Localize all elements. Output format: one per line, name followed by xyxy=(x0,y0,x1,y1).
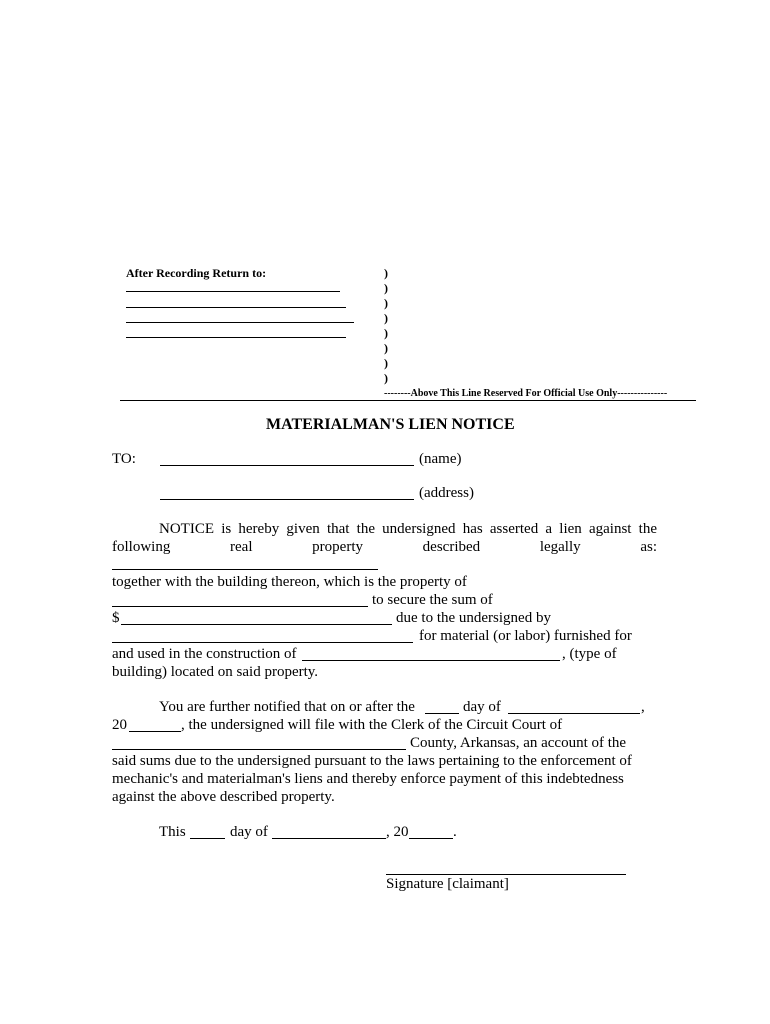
filing-day-field[interactable] xyxy=(425,713,459,714)
further-line-1c: , xyxy=(641,699,645,715)
date-comma-20: , 20 xyxy=(386,824,409,840)
date-day-of: day of xyxy=(230,824,268,840)
return-to-label: After Recording Return to: xyxy=(126,266,267,280)
date-year-field[interactable] xyxy=(409,838,453,839)
further-line-4: said sums due to the undersigned pursuant to the laws pertaining to the enforcement of xyxy=(112,753,632,769)
further-line-1b: day of xyxy=(463,699,501,715)
notice-word: property xyxy=(312,539,363,555)
bracket-paren: ) xyxy=(384,266,388,280)
official-use-reserved-text: --------Above This Line Reserved For Official Use Only--------------- xyxy=(384,388,668,399)
notice-word: legally xyxy=(539,539,581,555)
bracket-paren: ) xyxy=(384,371,388,385)
return-address-line-1[interactable] xyxy=(126,291,340,292)
notice-line-2 xyxy=(112,539,657,556)
notice-line-6: due to the undersigned by xyxy=(396,610,551,626)
notice-line-5: to secure the sum of xyxy=(372,592,493,608)
further-line-3: County, Arkansas, an account of the xyxy=(410,735,627,751)
return-address-line-2[interactable] xyxy=(126,307,346,308)
return-address-line-3[interactable] xyxy=(126,322,354,323)
recipient-address-field[interactable] xyxy=(160,499,414,500)
further-line-1a: You are further notified that on or after the xyxy=(159,699,415,715)
notice-line-4: together with the building thereon, which is the property of xyxy=(112,574,467,590)
notice-line-7: for material (or labor) furnished for xyxy=(419,628,632,644)
bracket-paren: ) xyxy=(384,296,388,310)
property-owner-field[interactable] xyxy=(112,606,368,607)
date-this: This xyxy=(159,824,186,840)
notice-word: real xyxy=(230,539,253,555)
notice-line-8b: , (type of xyxy=(562,646,617,662)
notice-line-9: building) located on said property. xyxy=(112,664,319,680)
page-title: MATERIALMAN'S LIEN NOTICE xyxy=(266,416,515,433)
notice-word: described xyxy=(422,539,481,555)
filing-month-field[interactable] xyxy=(508,713,640,714)
bracket-paren: ) xyxy=(384,311,388,325)
bracket-paren: ) xyxy=(384,281,388,295)
date-day-field[interactable] xyxy=(190,838,225,839)
address-label: (address) xyxy=(419,485,474,501)
bracket-paren: ) xyxy=(384,326,388,340)
signature-field[interactable] xyxy=(386,874,626,875)
filing-year-field[interactable] xyxy=(129,731,181,732)
date-month-field[interactable] xyxy=(272,838,386,839)
notice-line-8a: and used in the construction of xyxy=(112,646,297,662)
amount-field[interactable] xyxy=(121,624,392,625)
recipient-name-field[interactable] xyxy=(160,465,414,466)
notice-line-1: NOTICE is hereby given that the undersigned has asserted a lien against the xyxy=(159,521,657,537)
header-divider xyxy=(120,400,696,401)
notice-word: following xyxy=(112,539,171,555)
date-period: . xyxy=(453,824,457,840)
to-label: TO: xyxy=(112,451,136,467)
further-line-2b: , the undersigned will file with the Clerk of the Circuit Court of xyxy=(181,717,563,733)
bracket-paren: ) xyxy=(384,341,388,355)
bracket-paren: ) xyxy=(384,356,388,370)
signature-label: Signature [claimant] xyxy=(386,876,509,892)
return-address-line-4[interactable] xyxy=(126,337,346,338)
further-line-6: against the above described property. xyxy=(112,789,335,805)
further-line-2a: 20 xyxy=(112,717,127,733)
debtor-field[interactable] xyxy=(112,642,413,643)
legal-description-field[interactable] xyxy=(112,569,378,570)
building-type-field[interactable] xyxy=(302,660,560,661)
county-field[interactable] xyxy=(112,749,406,750)
name-label: (name) xyxy=(419,451,462,467)
further-line-5: mechanic's and materialman's liens and thereby enforce payment of this indebtedness xyxy=(112,771,624,787)
dollar-sign: $ xyxy=(112,610,120,626)
notice-word: as: xyxy=(640,539,657,555)
